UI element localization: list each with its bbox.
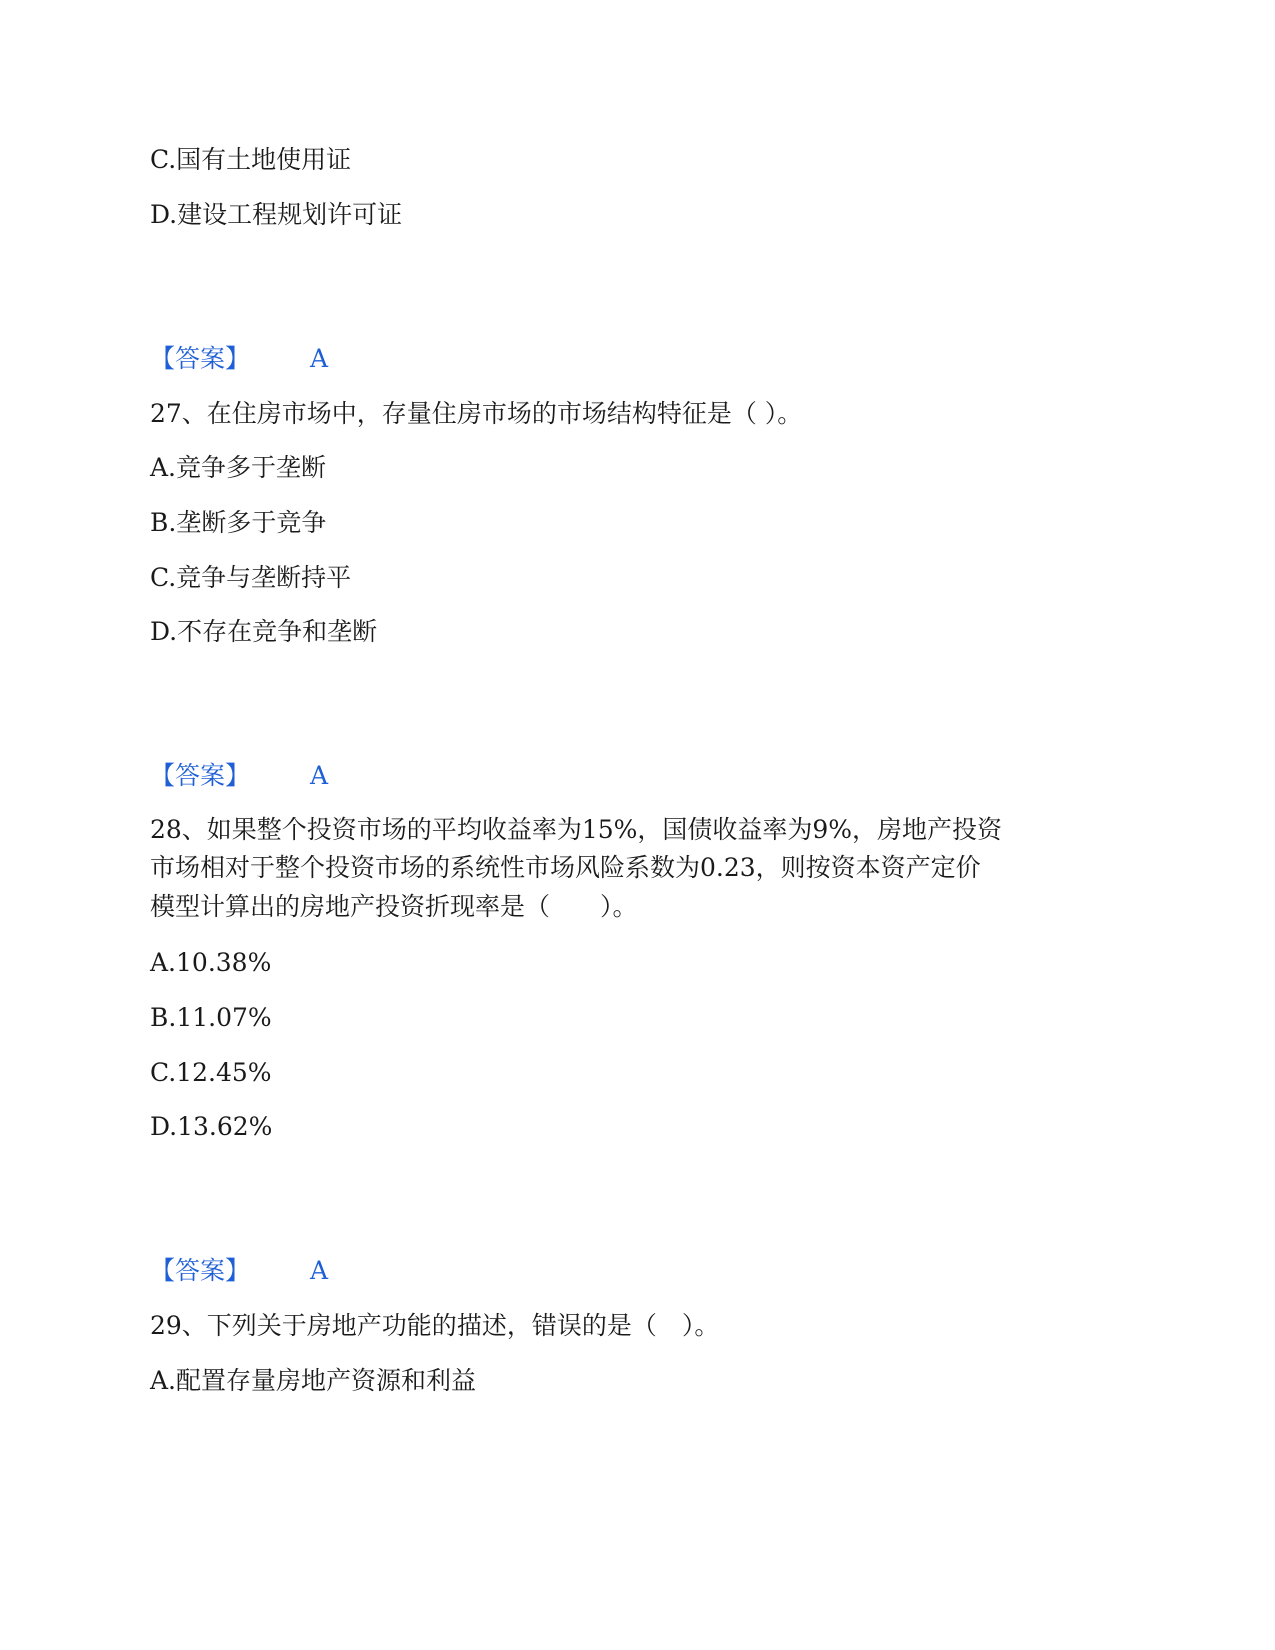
answer-label: 【答案】 bbox=[150, 1256, 251, 1285]
question-27-option-b: B.垄断多于竞争 bbox=[150, 508, 327, 537]
answer-row bbox=[150, 1254, 450, 1288]
option-d: D.建设工程规划许可证 bbox=[150, 200, 403, 229]
question-27-option-d: D.不存在竞争和垄断 bbox=[150, 617, 378, 646]
question-29-stem: 29、下列关于房地产功能的描述，错误的是（ ）。 bbox=[150, 1311, 720, 1340]
answer-label: 【答案】 bbox=[150, 761, 251, 790]
answer-row bbox=[150, 342, 450, 376]
question-28-stem-line-3: 模型计算出的房地产投资折现率是（ ）。 bbox=[150, 892, 638, 921]
question-28-option-c: C.12.45% bbox=[150, 1058, 272, 1087]
answer-value: A bbox=[310, 1256, 329, 1285]
question-27-stem: 27、在住房市场中，存量住房市场的市场结构特征是（ ）。 bbox=[150, 399, 803, 428]
question-29-option-a: A.配置存量房地产资源和利益 bbox=[150, 1366, 477, 1395]
question-28-stem-line-2: 市场相对于整个投资市场的系统性市场风险系数为0.23，则按资本资产定价 bbox=[150, 853, 981, 882]
question-28-option-b: B.11.07% bbox=[150, 1003, 272, 1032]
question-27-option-a: A.竞争多于垄断 bbox=[150, 453, 327, 482]
answer-label: 【答案】 bbox=[150, 344, 251, 373]
answer-value: A bbox=[310, 344, 329, 373]
question-27-option-c: C.竞争与垄断持平 bbox=[150, 563, 352, 592]
question-28-option-a: A.10.38% bbox=[150, 948, 272, 977]
answer-row bbox=[150, 759, 450, 793]
question-28-stem-line-1: 28、如果整个投资市场的平均收益率为15%，国债收益率为9%，房地产投资 bbox=[150, 815, 1003, 844]
option-c: C.国有土地使用证 bbox=[150, 145, 352, 174]
answer-value: A bbox=[310, 761, 329, 790]
question-28-option-d: D.13.62% bbox=[150, 1112, 273, 1141]
